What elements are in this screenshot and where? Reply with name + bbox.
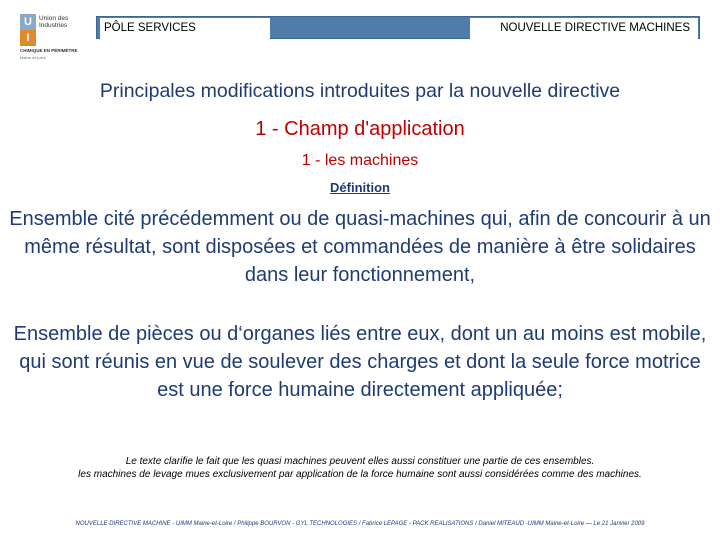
logo-region: Maine-et-Loire bbox=[20, 55, 46, 60]
note-line-2: les machines de levage mues exclusivement par application de la force humaine sont aussi considérées comme des machines. bbox=[78, 469, 642, 480]
company-logo bbox=[20, 14, 90, 64]
subsection-title: 1 - les machines bbox=[301, 152, 419, 169]
logo-mark-top: U bbox=[20, 14, 36, 30]
definition-paragraph-1: Ensemble cité précédemment ou de quasi-machines qui, afin de concourir à un même résultat, sont disposées et commandées de manière à être solidaires dans leur fonctionnement, bbox=[9, 208, 711, 286]
logo-mark-bottom: I bbox=[20, 30, 36, 46]
page-title: Principales modifications introduites par la nouvelle directive bbox=[99, 80, 621, 102]
logo-mark-icon bbox=[20, 14, 36, 46]
section-title: 1 - Champ d'application bbox=[255, 118, 465, 140]
header-right-label: NOUVELLE DIRECTIVE MACHINES bbox=[470, 18, 698, 39]
note-line-1: Le texte clarifie le fait que les quasi machines peuvent elles aussi constituer une partie de ces ensembles. bbox=[125, 456, 595, 467]
definition-paragraph-2: Ensemble de pièces ou d‘organes liés entre eux, dont un au moins est mobile, qui sont réunis en vue de soulever des charges et dont la seule force motrice est une force humaine directement appliquée; bbox=[13, 323, 707, 401]
logo-name: Union des Industries bbox=[39, 15, 69, 29]
clarification-note bbox=[0, 455, 720, 481]
definition-label: Définition bbox=[330, 180, 390, 195]
logo-subtitle: CHIMIQUE EN PÉRIMÈTRE bbox=[20, 48, 78, 53]
header-left-label: PÔLE SERVICES bbox=[100, 18, 270, 39]
footer-credits: NOUVELLE DIRECTIVE MACHINE - UIMM Maine-et-Loire / Philippe BOURVON - GYL TECHNOLOGIES / Fabrice LEPAGE - PACK REALISATIONS / Daniel MITEAUD -UIMM Maine-et-Loire — Le 21 Janvier 2009 bbox=[75, 521, 645, 527]
